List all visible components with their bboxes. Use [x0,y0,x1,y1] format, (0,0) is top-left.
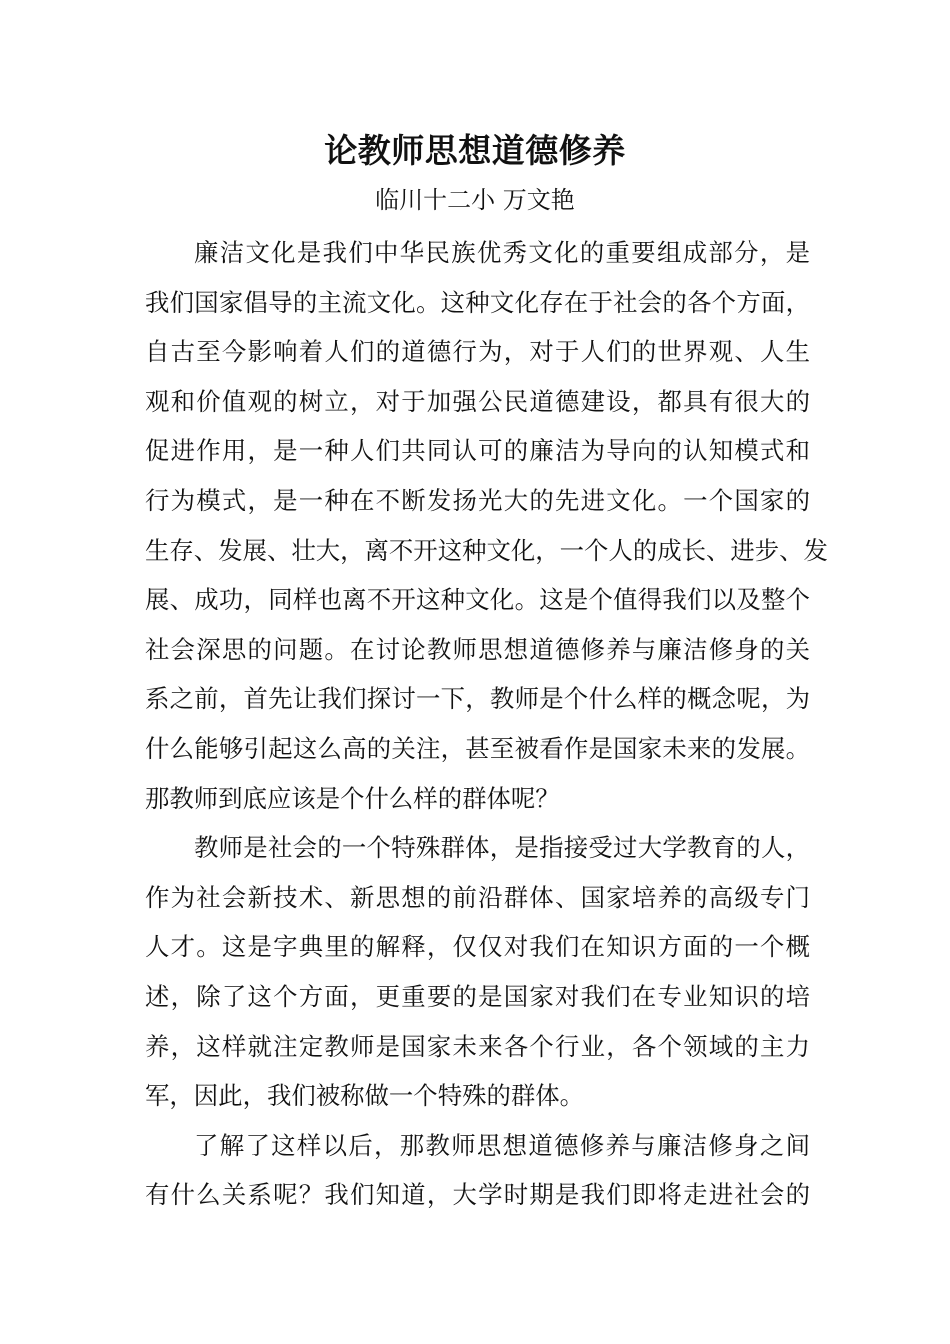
paragraph-line: 廉洁文化是我们中华民族优秀文化的重要组成部分，是 [194,238,810,267]
paragraph-line: 教师是社会的一个特殊群体，是指接受过大学教育的人， [194,833,810,863]
paragraph-line: 述，除了这个方面，更重要的是国家对我们在专业知识的培 [145,981,810,1011]
paragraph-line: 作为社会新技术、新思想的前沿群体、国家培养的高级专门 [145,882,810,912]
paragraph-line: 观和价值观的树立，对于加强公民道德建设，都具有很大的 [145,386,810,416]
paragraph-line: 了解了这样以后，那教师思想道德修养与廉洁修身之间 [194,1130,810,1160]
document-body [145,228,828,1220]
paragraph-line: 那教师到底应该是个什么样的群体呢？ [145,783,560,813]
paragraph-line: 展、成功，同样也离不开这种文化。这是个值得我们以及整个 [145,585,810,615]
author-line: 临川十二小 万文艳 [375,186,575,214]
document-title: 论教师思想道德修养 [324,131,626,170]
paragraph-line: 我们国家倡导的主流文化。这种文化存在于社会的各个方面， [145,287,810,317]
paragraph-line: 有什么关系呢？我们知道，大学时期是我们即将走进社会的 [145,1180,810,1210]
paragraph-line: 生存、发展、壮大，离不开这种文化，一个人的成长、进步、发 [145,535,828,565]
paragraph-line: 养，这样就注定教师是国家未来各个行业，各个领域的主力 [145,1031,810,1061]
paragraph-line: 行为模式，是一种在不断发扬光大的先进文化。一个国家的 [145,485,810,515]
paragraph-line: 军，因此，我们被称做一个特殊的群体。 [145,1081,585,1111]
paragraph-line: 促进作用，是一种人们共同认可的廉洁为导向的认知模式和 [145,436,810,466]
paragraph-line: 什么能够引起这么高的关注，甚至被看作是国家未来的发展。 [145,733,810,763]
paragraph-line: 人才。这是字典里的解释，仅仅对我们在知识方面的一个概 [145,932,810,962]
paragraph-line: 自古至今影响着人们的道德行为，对于人们的世界观、人生 [145,337,810,367]
paragraph-line: 社会深思的问题。在讨论教师思想道德修养与廉洁修身的关 [145,634,810,664]
paragraph-line: 系之前，首先让我们探讨一下，教师是个什么样的概念呢，为 [145,684,810,714]
